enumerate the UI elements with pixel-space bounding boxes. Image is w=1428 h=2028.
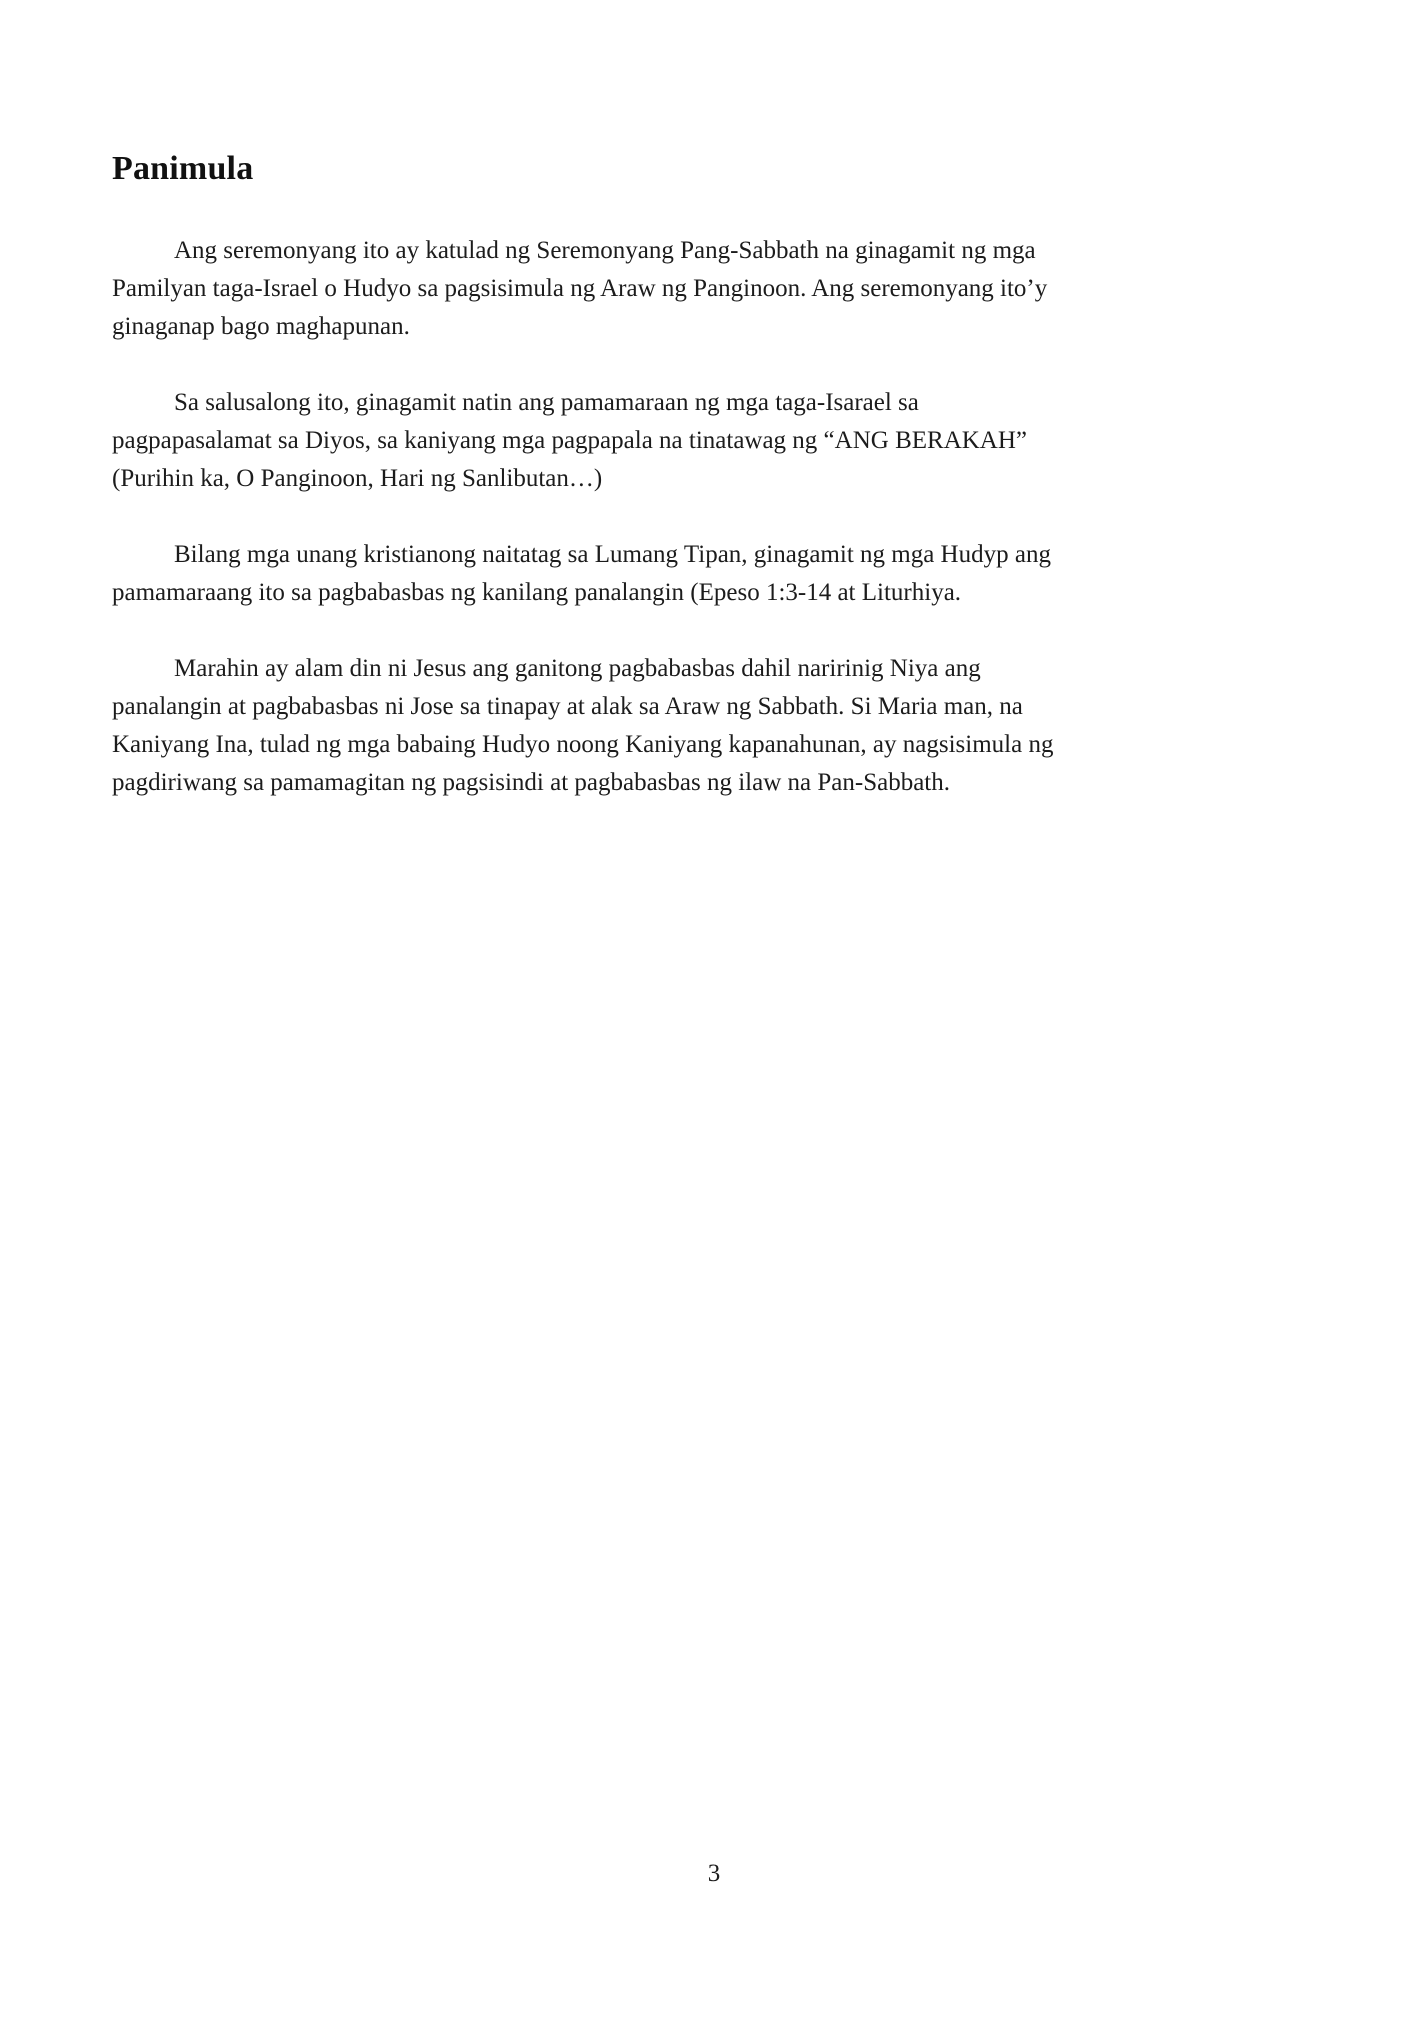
- page-title: Panimula: [112, 150, 254, 187]
- paragraph-4: Marahin ay alam din ni Jesus ang ganitong pagbabasbas dahil naririnig Niya ang panalangin at pagbabasbas ni Jose sa tinapay at alak sa Araw ng Sabbath. Si Maria man, na Kaniyang Ina, tulad ng mga babaing Hudyo noong Kaniyang kapanahunan, ay nagsisimula ng pagdiriwang sa pamamagitan ng pagsisindi at pagbabasbas ng ilaw na Pan-Sabbath.: [112, 655, 1054, 796]
- paragraph-2: Sa salusalong ito, ginagamit natin ang pamamaraan ng mga taga-Isarael sa pagpapasalamat sa Diyos, sa kaniyang mga pagpapala na tinatawag ng “ANG BERAKAH” (Purihin ka, O Panginoon, Hari ng Sanlibutan…): [112, 389, 1028, 492]
- paragraph-1: Ang seremonyang ito ay katulad ng Seremonyang Pang-Sabbath na ginagamit ng mga Pamilyan taga-Israel o Hudyo sa pagsisimula ng Araw ng Panginoon. Ang seremonyang ito’y ginaganap bago maghapunan.: [112, 237, 1048, 340]
- paragraph-3: Bilang mga unang kristianong naitatag sa Lumang Tipan, ginagamit ng mga Hudyp ang pamamaraang ito sa pagbabasbas ng kanilang panalangin (Epeso 1:3-14 at Liturhiya.: [112, 541, 1051, 606]
- page-number: 3: [707, 1860, 721, 1887]
